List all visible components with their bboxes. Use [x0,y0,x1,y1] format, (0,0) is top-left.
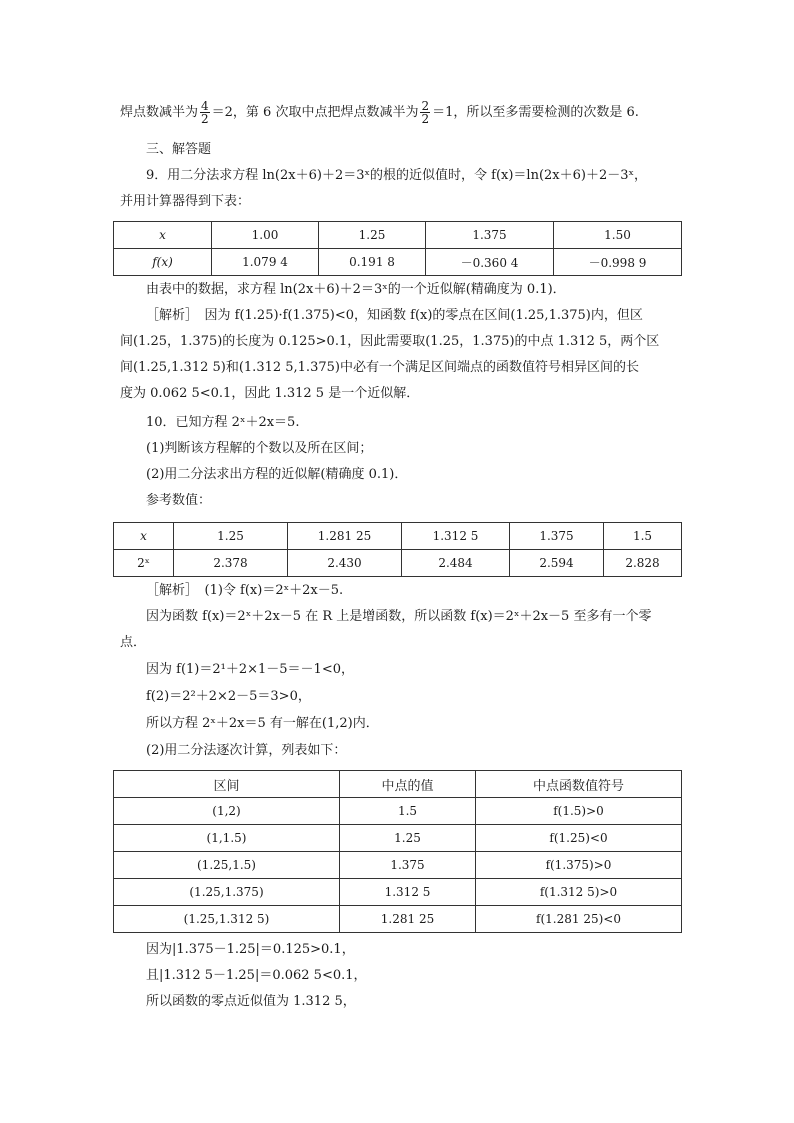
table-cell: f(1.25)<0 [476,825,682,852]
table-cell: 1.375 [340,852,476,879]
table-cell: 0.191 8 [319,249,426,276]
table-cell: f(1.375)>0 [476,852,682,879]
table-row [114,852,682,879]
intro-text-3: ＝1，所以至多需要检测的次数是 6. [432,105,639,120]
table-cell: f(x) [114,249,212,276]
conclusion-line: 因为|1.375－1.25|＝0.125>0.1， [146,942,355,957]
table-row [114,825,682,852]
q9-solution-line: ［解析］ 因为 f(1.25)·f(1.375)<0，知函数 f(x)的零点在区间(1.25,1.375)内，但区 [146,308,643,323]
q10-part-1: (1)判断该方程解的个数以及所在区间； [146,441,373,456]
q9-solution-line: 度为 0.062 5<0.1，因此 1.312 5 是一个近似解． [120,386,420,401]
table-cell: 1.25 [174,523,288,550]
conclusion-line: 且|1.312 5－1.25|＝0.062 5<0.1， [146,968,367,983]
table-cell: －0.998 9 [554,249,682,276]
table-cell: 2.378 [174,550,288,577]
table-cell: f(1.312 5)>0 [476,879,682,906]
intro-text-2: ＝2，第 6 次取中点把焊点数减半为 [211,105,419,120]
intro-line [120,100,639,125]
q9-line-1: 9．用二分法求方程 ln(2x＋6)＋2＝3ˣ的根的近似值时，令 f(x)＝ln(2x＋6)＋2－3ˣ， [146,168,648,183]
table-cell: x [114,523,174,550]
table-header-cell: 区间 [114,771,340,798]
q9-line-2: 并用计算器得到下表： [120,194,251,209]
table-cell: 1.281 25 [340,906,476,933]
conclusion-line: 所以函数的零点近似值为 1.312 5， [146,994,356,1009]
table-cell: 1.50 [554,222,682,249]
table-row [114,879,682,906]
table-cell: 1.375 [510,523,604,550]
table-cell: 2ˣ [114,550,174,577]
table-cell: 1.375 [426,222,554,249]
section-heading: 三、解答题 [146,142,212,157]
table-cell: 1.079 4 [212,249,319,276]
table-cell: 1.00 [212,222,319,249]
table-cell: －0.360 4 [426,249,554,276]
q10-ref-label: 参考数值： [146,493,212,508]
intro-text-1: 焊点数减半为 [120,105,199,120]
q9-solution-line: 间(1.25，1.375)的长度为 0.125>0.1，因此需要取(1.25，1.375)的中点 1.312 5，两个区 [120,334,660,349]
table-cell: 1.5 [340,798,476,825]
table-cell: 2.430 [288,550,402,577]
table-cell: (1.25,1.312 5) [114,906,340,933]
table-row [114,249,682,276]
table-cell: 1.312 5 [402,523,510,550]
table-cell: f(1.281 25)<0 [476,906,682,933]
q10-ref-table [113,522,682,577]
table-cell: x [114,222,212,249]
q10-solution-line: f(2)＝2²＋2×2－5＝3>0， [146,689,311,704]
q10-line-1: 10．已知方程 2ˣ＋2x＝5. [146,415,300,430]
q10-solution-line: 因为 f(1)＝2¹＋2×1－5＝－1<0， [146,662,354,677]
table-row [114,906,682,933]
table-cell: 1.25 [340,825,476,852]
table-cell: 2.828 [604,550,682,577]
table-cell: 2.484 [402,550,510,577]
table-cell: 1.25 [319,222,426,249]
table-cell: 2.594 [510,550,604,577]
q9-table [113,221,682,276]
bisection-table [113,770,682,933]
table-cell: (1.25,1.375) [114,879,340,906]
q10-solution-line: (2)用二分法逐次计算，列表如下： [146,743,347,758]
table-row [114,798,682,825]
table-cell: (1.25,1.5) [114,852,340,879]
table-row [114,222,682,249]
table-cell: f(1.5)>0 [476,798,682,825]
table-cell: (1,2) [114,798,340,825]
table-row [114,550,682,577]
q10-part-2: (2)用二分法求出方程的近似解(精确度 0.1)． [146,467,408,482]
table-cell: (1,1.5) [114,825,340,852]
table-row [114,523,682,550]
table-cell: 1.312 5 [340,879,476,906]
q10-solution-line: ［解析］ (1)令 f(x)＝2ˣ＋2x－5. [146,583,344,598]
q9-task: 由表中的数据，求方程 ln(2x＋6)＋2＝3ˣ的一个近似解(精确度为 0.1)． [146,282,566,297]
table-header-cell: 中点的值 [340,771,476,798]
fraction-2-2: $\frac{2}{2}$ [421,99,430,126]
table-header-row [114,771,682,798]
fraction-4-2: $\frac{4}{2}$ [201,99,209,126]
q10-solution-line: 点． [120,635,147,650]
table-header-cell: 中点函数值符号 [476,771,682,798]
table-cell: 1.5 [604,523,682,550]
q10-solution-line: 所以方程 2ˣ＋2x＝5 有一解在(1,2)内． [146,716,379,731]
table-cell: 1.281 25 [288,523,402,550]
q9-solution-line: 间(1.25,1.312 5)和(1.312 5,1.375)中必有一个满足区间端点的函数值符号相异区间的长 [120,360,639,375]
q10-solution-line: 因为函数 f(x)＝2ˣ＋2x－5 在 R 上是增函数，所以函数 f(x)＝2ˣ＋2x－5 至多有一个零 [146,609,652,624]
